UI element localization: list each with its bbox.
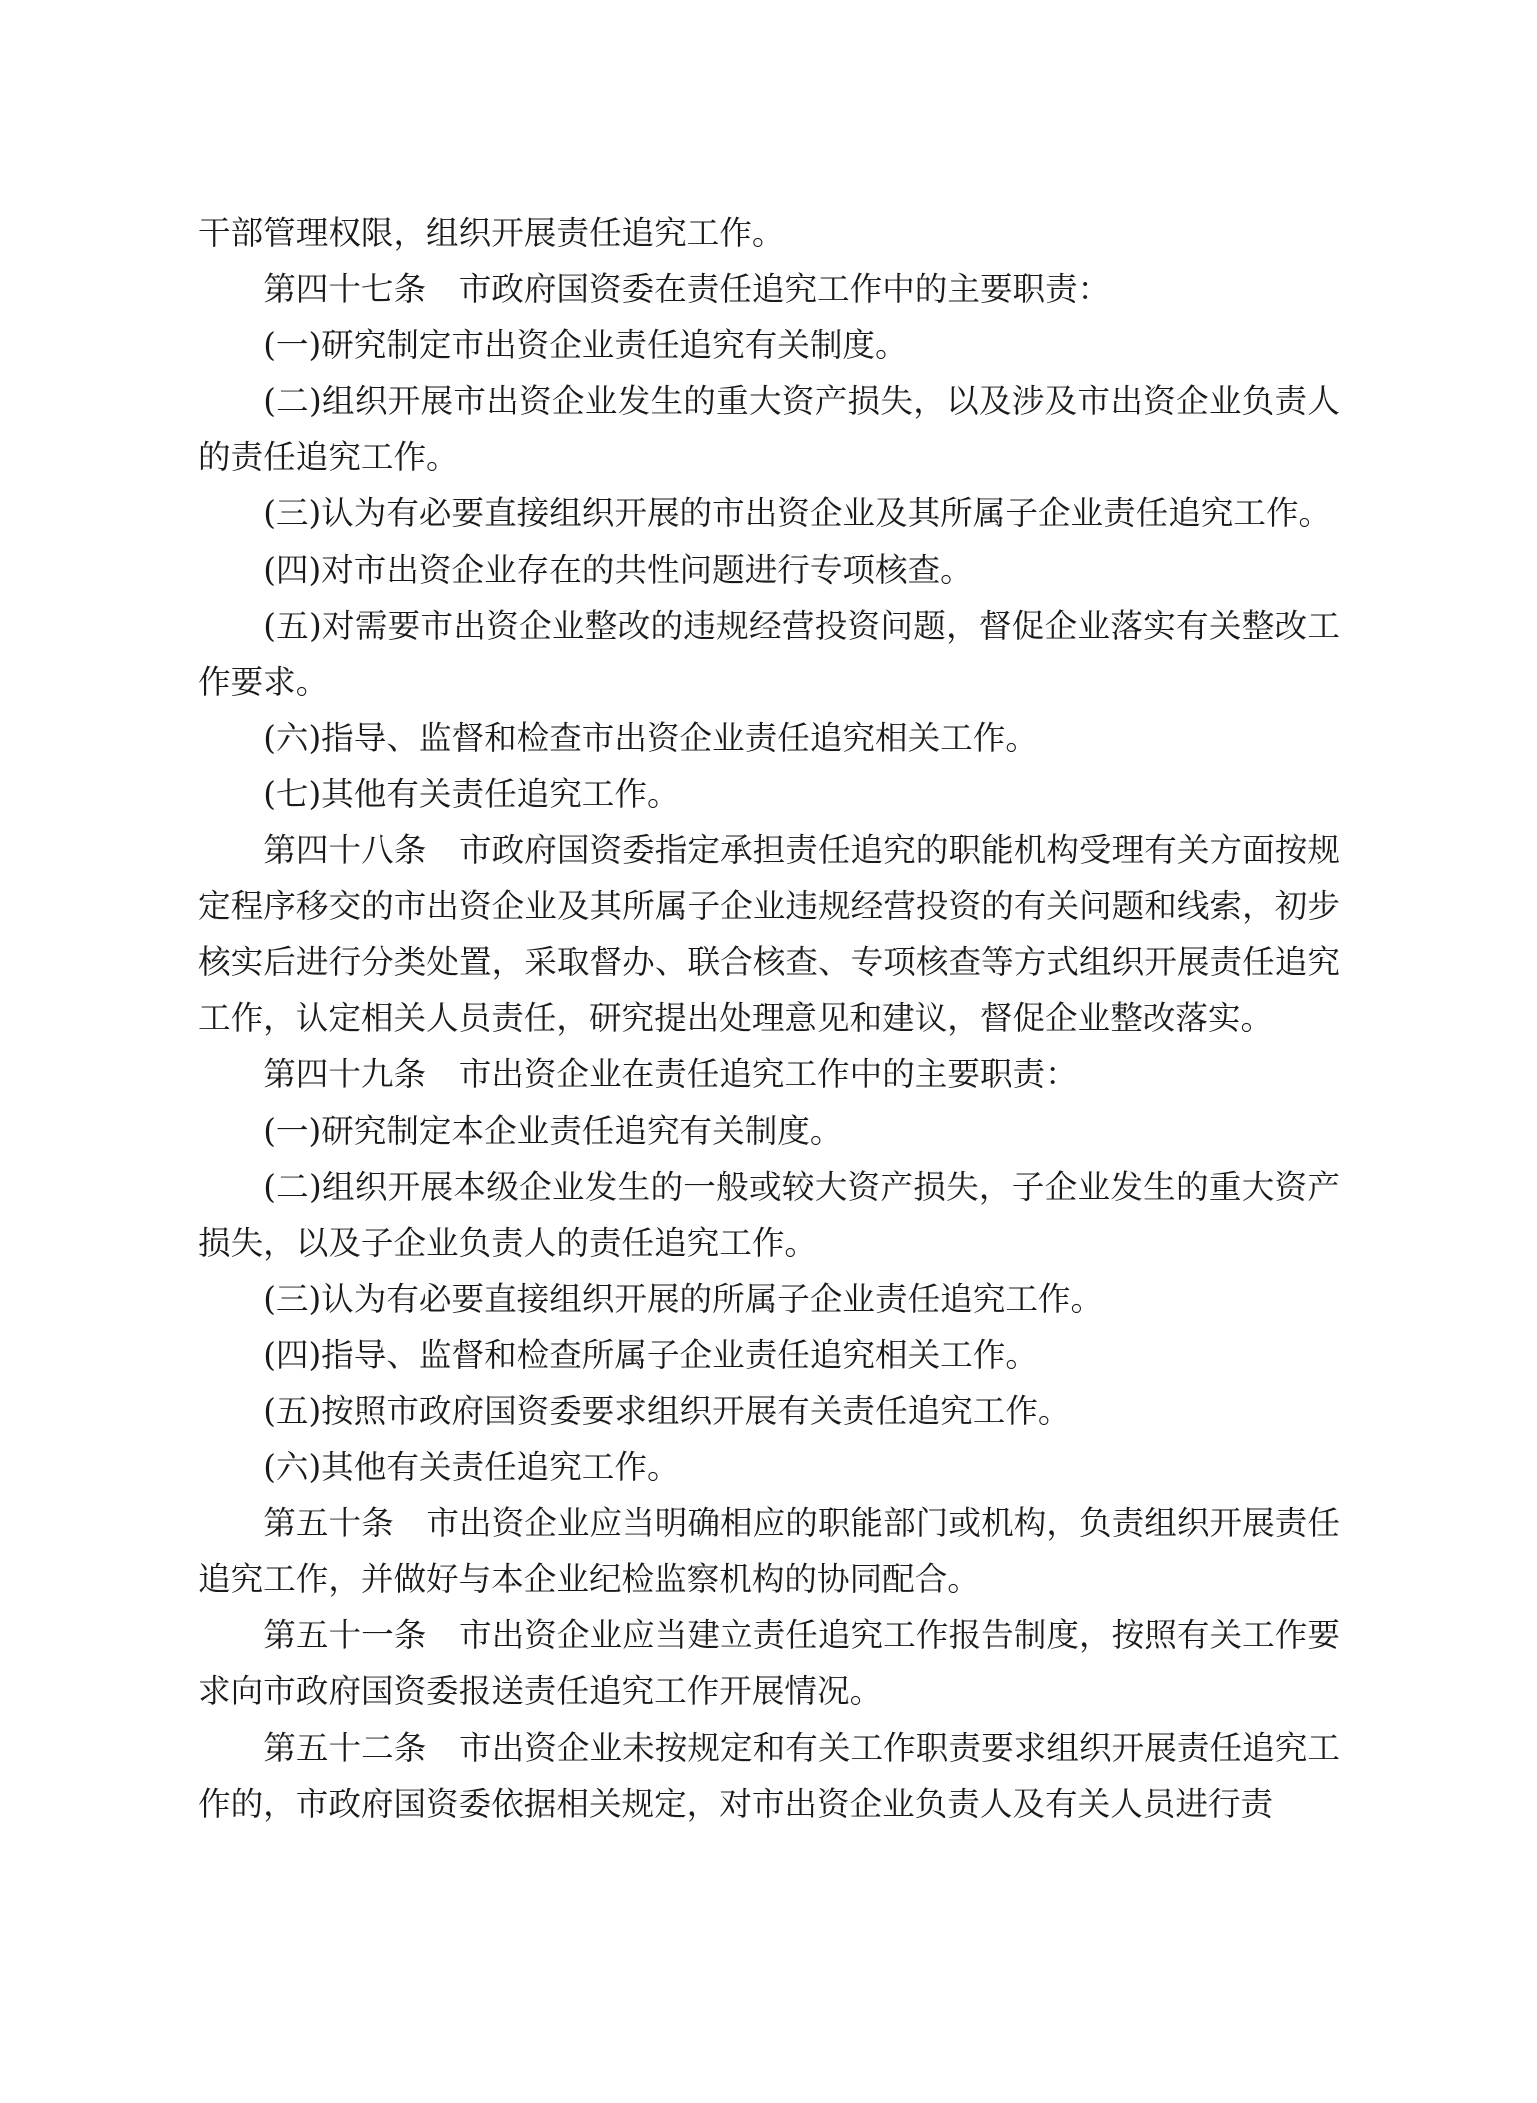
article-49-item-1: (一)研究制定本企业责任追究有关制度。 (263, 1111, 843, 1150)
article-heading: 第四十八条 (263, 831, 427, 870)
article-heading: 第五十二条 (263, 1728, 427, 1767)
article-text: 市出资企业应当建立责任追究工作报告制度，按照有关工作要求向市政府国资委报送责任追究工作开展情况。 (198, 1616, 1340, 1711)
article-49-item-6: (六)其他有关责任追究工作。 (263, 1448, 680, 1487)
article-text: 市政府国资委在责任追究工作中的主要职责： (458, 270, 1111, 309)
document-body (198, 205, 1340, 1832)
article-heading: 第五十一条 (263, 1616, 427, 1655)
article-47 (198, 261, 1340, 317)
article-50 (198, 1495, 1340, 1607)
continuation-line: 干部管理权限，组织开展责任追究工作。 (198, 214, 785, 252)
article-52 (198, 1720, 1340, 1832)
article-49-item-4: (四)指导、监督和检查所属子企业责任追究相关工作。 (263, 1335, 1038, 1374)
article-text: 市出资企业未按规定和有关工作职责要求组织开展责任追究工作的，市政府国资委依据相关规定，对市出资企业负责人及有关人员进行责 (198, 1728, 1340, 1823)
article-text: 市出资企业应当明确相应的职能部门或机构，负责组织开展责任追究工作，并做好与本企业纪检监察机构的协同配合。 (198, 1504, 1340, 1599)
article-heading: 第五十条 (263, 1504, 394, 1543)
article-heading: 第四十七条 (263, 270, 427, 309)
article-text: 市出资企业在责任追究工作中的主要职责： (458, 1055, 1078, 1094)
article-49-item-5: (五)按照市政府国资委要求组织开展有关责任追究工作。 (263, 1391, 1071, 1430)
article-47-item-3: (三)认为有必要直接组织开展的市出资企业及其所属子企业责任追究工作。 (263, 494, 1332, 533)
article-47-item-5: (五)对需要市出资企业整改的违规经营投资问题，督促企业落实有关整改工作要求。 (198, 606, 1340, 701)
article-49-item-2: (二)组织开展本级企业发生的一般或较大资产损失，子企业发生的重大资产损失，以及子企业负责人的责任追究工作。 (198, 1167, 1340, 1262)
article-47-item-4: (四)对市出资企业存在的共性问题进行专项核查。 (263, 550, 973, 589)
article-47-item-2: (二)组织开展市出资企业发生的重大资产损失，以及涉及市出资企业负责人的责任追究工作。 (198, 382, 1340, 477)
article-heading: 第四十九条 (263, 1055, 427, 1094)
article-47-item-7: (七)其他有关责任追究工作。 (263, 774, 680, 813)
article-49 (198, 1046, 1340, 1102)
article-47-item-1: (一)研究制定市出资企业责任追究有关制度。 (263, 326, 908, 365)
article-text: 市政府国资委指定承担责任追究的职能机构受理有关方面按规定程序移交的市出资企业及其所属子企业违规经营投资的有关问题和线索，初步核实后进行分类处置，采取督办、联合核查、专项核查等方式组织开展责任追究工作，认定相关人员责任，研究提出处理意见和建议，督促企业整改落实。 (198, 831, 1340, 1038)
article-49-item-3: (三)认为有必要直接组织开展的所属子企业责任追究工作。 (263, 1279, 1104, 1318)
article-48 (198, 822, 1340, 1046)
article-47-item-6: (六)指导、监督和检查市出资企业责任追究相关工作。 (263, 718, 1038, 757)
article-51 (198, 1607, 1340, 1719)
